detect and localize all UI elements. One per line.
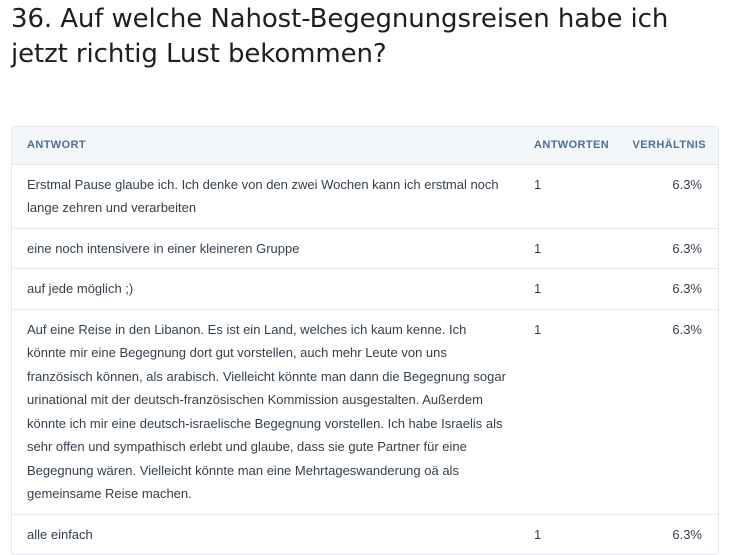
responses-table — [11, 126, 719, 555]
answer-cell: alle einfach — [27, 526, 93, 542]
ratio-cell: 6.3% — [618, 228, 718, 269]
header-ratio: VERHÄLTNIS — [618, 127, 718, 164]
table-row — [12, 164, 718, 228]
answer-cell: eine noch intensivere in einer kleineren Gruppe — [12, 228, 520, 269]
header-answer: ANTWORT — [12, 127, 520, 164]
answer-cell: Erstmal Pause glaube ich. Ich denke von den zwei Wochen kann ich erstmal noch lange zehren und verarbeiten — [12, 164, 520, 228]
answer-cell: Auf eine Reise in den Libanon. Es ist ein Land, welches ich kaum kenne. Ich könnte mir eine Begegnung dort gut vorstellen, auch mehr Leute von uns französisch können, als arabisch. Vielleicht könnte man dann die Begegnung sogar urinational mit der deutsch-französischen Kommission ausgestalten. Außerdem könnte ich mir eine deutsch-israelische Begegnung vorstellen. Ich habe Israelis als sehr offen und sympathisch erlebt und glaube, dass sie gute Partner für eine Begegnung wären. Vielleicht könnte man eine Mehrtageswanderung oä als gemeinsame Reise machen. — [12, 309, 520, 514]
count-cell: 1 — [520, 228, 618, 269]
table-row — [12, 309, 718, 514]
ratio-cell: 6.3% — [618, 309, 718, 514]
answer-cell: auf jede möglich ;) — [12, 269, 520, 310]
table-row — [12, 228, 718, 269]
count-cell: 1 — [534, 526, 542, 542]
ratio-cell: 6.3% — [618, 269, 718, 310]
ratio-cell: 6.3% — [618, 164, 718, 228]
header-row — [12, 127, 718, 164]
table-row — [12, 269, 718, 310]
ratio-cell: 6.3% — [672, 526, 702, 542]
table-header — [12, 127, 718, 164]
header-count: ANTWORTEN — [520, 127, 618, 164]
responses-table-grid — [12, 127, 718, 554]
table-body — [12, 164, 718, 554]
count-cell: 1 — [520, 164, 618, 228]
count-cell: 1 — [520, 309, 618, 514]
count-cell: 1 — [520, 269, 618, 310]
question-title: 36. Auf welche Nahost-Begegnungsreisen habe ich jetzt richtig Lust bekommen? — [11, 4, 669, 69]
table-row — [12, 514, 718, 554]
